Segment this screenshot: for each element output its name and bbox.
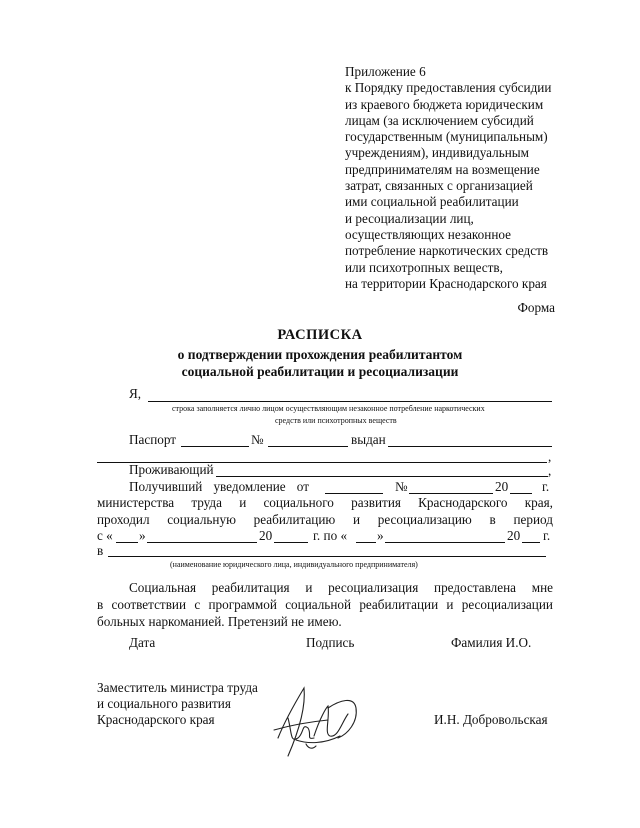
annex-line: осуществляющих незаконное: [345, 226, 511, 242]
statement-word: реабилитация: [211, 580, 290, 595]
statement-line2: [97, 597, 553, 613]
handwritten-signature: [268, 678, 368, 766]
notice-number-line: [409, 493, 493, 494]
ministry-word: труда: [191, 495, 222, 510]
annex-line: учреждениям), индивидуальным: [345, 145, 529, 161]
period-from-day-line: [116, 542, 138, 543]
period-from-month-line: [147, 542, 257, 543]
statement-line1: [129, 580, 553, 596]
statement-word: соответствии: [111, 597, 187, 612]
year-suffix: г.: [543, 528, 551, 543]
period-to-year-prefix: 20: [507, 528, 521, 543]
period-from-year-prefix: 20: [259, 528, 273, 543]
ministry-line: [97, 495, 553, 511]
statement-word: и: [305, 580, 313, 595]
official-position-line1: Заместитель министра труда: [97, 680, 258, 695]
period-to-day-line: [356, 542, 376, 543]
statement-line3: больных наркоманией. Претензий не имею.: [97, 614, 342, 629]
official-name: И.Н. Добровольская: [434, 712, 548, 727]
annex-line: или психотропных веществ,: [345, 259, 503, 275]
period-to-month-line: [385, 542, 505, 543]
annex-line: предпринимателям на возмещение: [345, 161, 540, 177]
fullname-label: Фамилия И.О.: [451, 635, 532, 650]
annex-line: потребление наркотических средств: [345, 243, 549, 259]
annex-line: и ресоциализации лиц,: [345, 210, 474, 226]
fullname-hint-line1: строка заполняется лично лицом осуществляющим незаконное потребление наркотических: [172, 404, 485, 413]
passed-word: реабилитацию: [253, 512, 336, 527]
document-title: РАСПИСКА: [277, 327, 363, 343]
issued-label: выдан: [351, 432, 386, 447]
annex-header: [345, 64, 605, 292]
passed-line: [97, 512, 553, 528]
document-subtitle-line1: о подтверждении прохождения реабилитантом: [177, 347, 463, 362]
passed-word: период: [513, 512, 553, 527]
quote-close: »: [377, 528, 384, 543]
fullname-hint-line2: средств или психотропных веществ: [275, 416, 397, 425]
annex-line: затрат, связанных с организацией: [345, 178, 533, 194]
period-to-label: г. по «: [313, 528, 348, 543]
ministry-word: и: [239, 495, 247, 510]
statement-word: ресоциализация: [328, 580, 419, 595]
residing-label: Проживающий: [129, 462, 214, 477]
ministry-word: края,: [524, 495, 553, 510]
annex-line: государственным (муниципальным): [345, 129, 548, 145]
statement-word: с: [194, 597, 201, 612]
passport-label: Паспорт: [129, 432, 177, 447]
passed-word: социальную: [167, 512, 236, 527]
ministry-word: министерства: [97, 495, 175, 510]
statement-word: реабилитации: [359, 597, 439, 612]
ya-label: Я,: [129, 386, 142, 401]
residing-line: [216, 476, 548, 477]
notice-year-prefix: 20: [495, 479, 509, 494]
passed-word: проходил: [97, 512, 150, 527]
notice-number-sign: №: [395, 479, 408, 494]
statement-word: социальной: [285, 597, 352, 612]
comma: ,: [548, 463, 552, 478]
notice-date-line: [325, 493, 383, 494]
passed-word: ресоциализацию: [377, 512, 472, 527]
ministry-word: развития: [351, 495, 401, 510]
statement-word: предоставлена: [434, 580, 517, 595]
comma: ,: [548, 449, 552, 464]
document-subtitle-line2: социальной реабилитации и ресоциализации: [181, 364, 459, 379]
statement-word: Социальная: [129, 580, 197, 595]
received-notice-label: [129, 479, 309, 495]
year-suffix: г.: [542, 479, 550, 494]
official-position-line3: Краснодарского края: [97, 712, 215, 727]
passport-number-sign: №: [251, 432, 264, 447]
issued-by-line: [388, 446, 552, 447]
quote-close: »: [139, 528, 146, 543]
period-from-year-line: [274, 542, 308, 543]
received-notice-word: Получивший: [129, 479, 203, 494]
fullname-line: [148, 401, 552, 402]
statement-word: программой: [208, 597, 277, 612]
organization-line: [108, 556, 546, 557]
signature-label: Подпись: [306, 635, 355, 650]
statement-word: мне: [531, 580, 553, 595]
received-notice-word: уведомление: [213, 479, 286, 494]
period-from-label: с «: [97, 528, 113, 543]
ministry-word: социального: [263, 495, 334, 510]
in-label: в: [97, 543, 104, 558]
official-position-line2: и социального развития: [97, 696, 231, 711]
date-label: Дата: [129, 635, 156, 650]
passed-word: и: [353, 512, 361, 527]
form-label: Форма: [517, 300, 555, 315]
annex-line: из краевого бюджета юридическим: [345, 96, 544, 112]
annex-line: ими социальной реабилитации: [345, 194, 519, 210]
annex-line: лицам (за исключением субсидий: [345, 112, 534, 128]
notice-year-line: [510, 493, 532, 494]
passport-number-line: [268, 446, 348, 447]
annex-line: к Порядку предоставления субсидии: [345, 80, 552, 96]
passed-word: в: [489, 512, 496, 527]
ministry-word: Краснодарского: [418, 495, 508, 510]
annex-line: Приложение 6: [345, 64, 426, 79]
passport-series-line: [181, 446, 249, 447]
period-to-year-line: [522, 542, 540, 543]
statement-word: и: [446, 597, 454, 612]
annex-line: на территории Краснодарского края: [345, 275, 547, 291]
received-notice-word: от: [296, 479, 309, 494]
organization-hint: (наименование юридического лица, индивидуального предпринимателя): [170, 560, 418, 569]
statement-word: ресоциализации: [461, 597, 553, 612]
statement-word: в: [97, 597, 104, 612]
